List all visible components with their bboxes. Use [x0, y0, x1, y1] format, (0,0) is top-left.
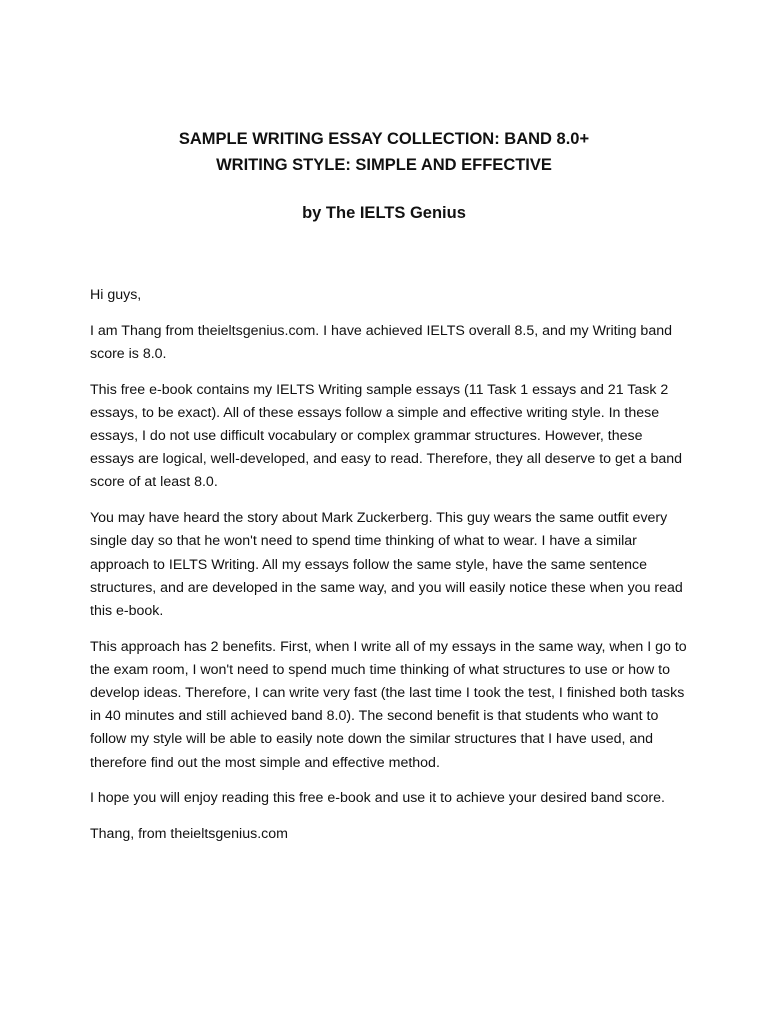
signature-paragraph: Thang, from theieltsgenius.com	[90, 826, 288, 843]
body-text	[90, 284, 690, 859]
benefits-paragraph: This approach has 2 benefits. First, when I write all of my essays in the same way, when I go to the exam room, I won't need to spend much time thinking of what structures to use or how to develop ideas. Therefore, I can write very fast (the last time I took the test, I finished both tasks in 40 minutes and still achieved band 8.0). The second benefit is that students who want to follow my style will be able to easily note down the similar structures that I have used, and therefore find out the most simple and effective method.	[90, 638, 687, 771]
title-line-1: SAMPLE WRITING ESSAY COLLECTION: BAND 8.0+	[178, 130, 590, 148]
title-block	[0, 128, 768, 193]
intro-paragraph: I am Thang from theieltsgenius.com. I have achieved IELTS overall 8.5, and my Writing band score is 8.0.	[90, 322, 672, 362]
author-byline: by The IELTS Genius	[302, 204, 466, 222]
greeting-paragraph: Hi guys,	[90, 287, 142, 303]
ebook-description-paragraph: This free e-book contains my IELTS Writing sample essays (11 Task 1 essays and 21 Task 2 essays, to be exact). All of these essays follow a simple and effective writing style. In these essays, I do not use difficult vocabulary or complex grammar structures. However, these essays are logical, well-developed, and easy to read. Therefore, they all deserve to get a band score of at least 8.0.	[90, 381, 683, 491]
title-line-2: WRITING STYLE: SIMPLE AND EFFECTIVE	[216, 156, 552, 174]
approach-paragraph: You may have heard the story about Mark Zuckerberg. This guy wears the same outfit every single day so that he won't need to spend time thinking of what to wear. I have a similar approach to IELTS Writing. All my essays follow the same style, have the same sentence structures, and are developed in the same way, and you will easily notice these when you read this e-book.	[90, 510, 683, 619]
closing-paragraph: I hope you will enjoy reading this free e-book and use it to achieve your desired band score.	[90, 790, 665, 807]
